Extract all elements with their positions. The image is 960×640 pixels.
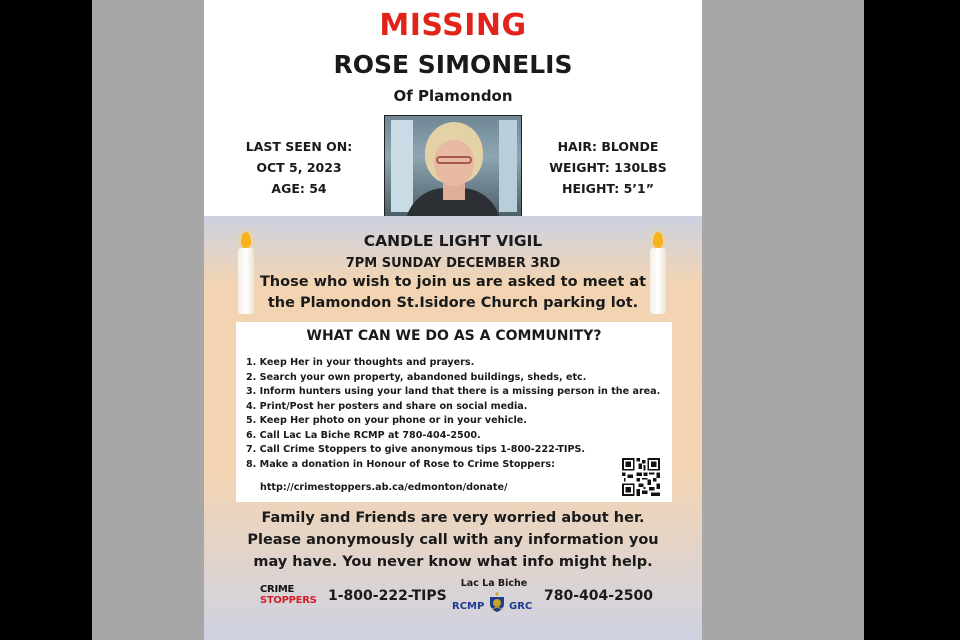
closing-line-2: Please anonymously call with any information you [247,532,659,548]
weight: WEIGHT: 130LBS [549,160,667,175]
vigil-title: CANDLE LIGHT VIGIL [363,232,543,250]
community-list [246,356,666,472]
donation-url: http://crimestoppers.ab.ca/edmonton/donate/ [260,482,508,493]
missing-person-name: ROSE SIMONELIS [333,50,573,79]
last-seen-info [234,136,364,199]
last-seen-label: LAST SEEN ON: [245,139,353,154]
list-item: 3. Inform hunters using your land that there is a missing person in the area. [246,386,661,397]
qr-code-icon [622,458,660,496]
list-item: 7. Call Crime Stoppers to give anonymous tips 1-800-222-TIPS. [246,444,586,455]
list-item: 4. Print/Post her posters and share on social media. [246,400,528,412]
hometown: Of Plamondon [393,87,513,105]
tips-phone: 1-800-222-TIPS [328,588,447,604]
grc-label: GRC [509,601,533,612]
list-item: 2. Search your own property, abandoned buildings, sheds, etc. [246,371,587,383]
poster-heading: MISSING [379,8,527,43]
last-seen-date: OCT 5, 2023 [256,160,342,175]
crime-stoppers-logo [260,584,324,608]
closing-line-1: Family and Friends are very worried about her. [261,510,645,526]
list-item: 8. Make a donation in Honour of Rose to Crime Stoppers: [246,458,555,470]
list-item: 6. Call Lac La Biche RCMP at 780-404-2500. [246,429,481,441]
crime-stoppers-logo-top: CRIME [260,584,295,595]
community-title: WHAT CAN WE DO AS A COMMUNITY? [306,328,602,344]
list-item: 1. Keep Her in your thoughts and prayers. [246,357,475,368]
missing-person-photo [384,115,522,217]
rcmp-phone: 780-404-2500 [544,588,654,604]
left-letterbox [92,0,204,640]
hair-color: HAIR: BLONDE [557,139,659,154]
height: HEIGHT: 5’1” [562,181,654,196]
age: AGE: 54 [271,181,327,196]
vigil-location: the Plamondon St.Isidore Church parking lot. [267,295,639,311]
rcmp-label: RCMP [452,601,485,612]
physical-description [542,136,674,199]
detachment-name: Lac La Biche [460,578,528,589]
right-letterbox [702,0,864,640]
crime-stoppers-logo-bottom: STOPPERS [260,595,317,606]
vigil-time: 7PM SUNDAY DECEMBER 3RD [345,256,561,271]
missing-poster [204,0,702,640]
list-item: 5. Keep Her photo on your phone or in your vehicle. [246,415,527,426]
closing-line-3: may have. You never know what info might help. [253,554,653,570]
community-box [236,322,672,502]
rcmp-crest-icon [488,591,506,613]
vigil-details: Those who wish to join us are asked to meet at [259,274,647,290]
